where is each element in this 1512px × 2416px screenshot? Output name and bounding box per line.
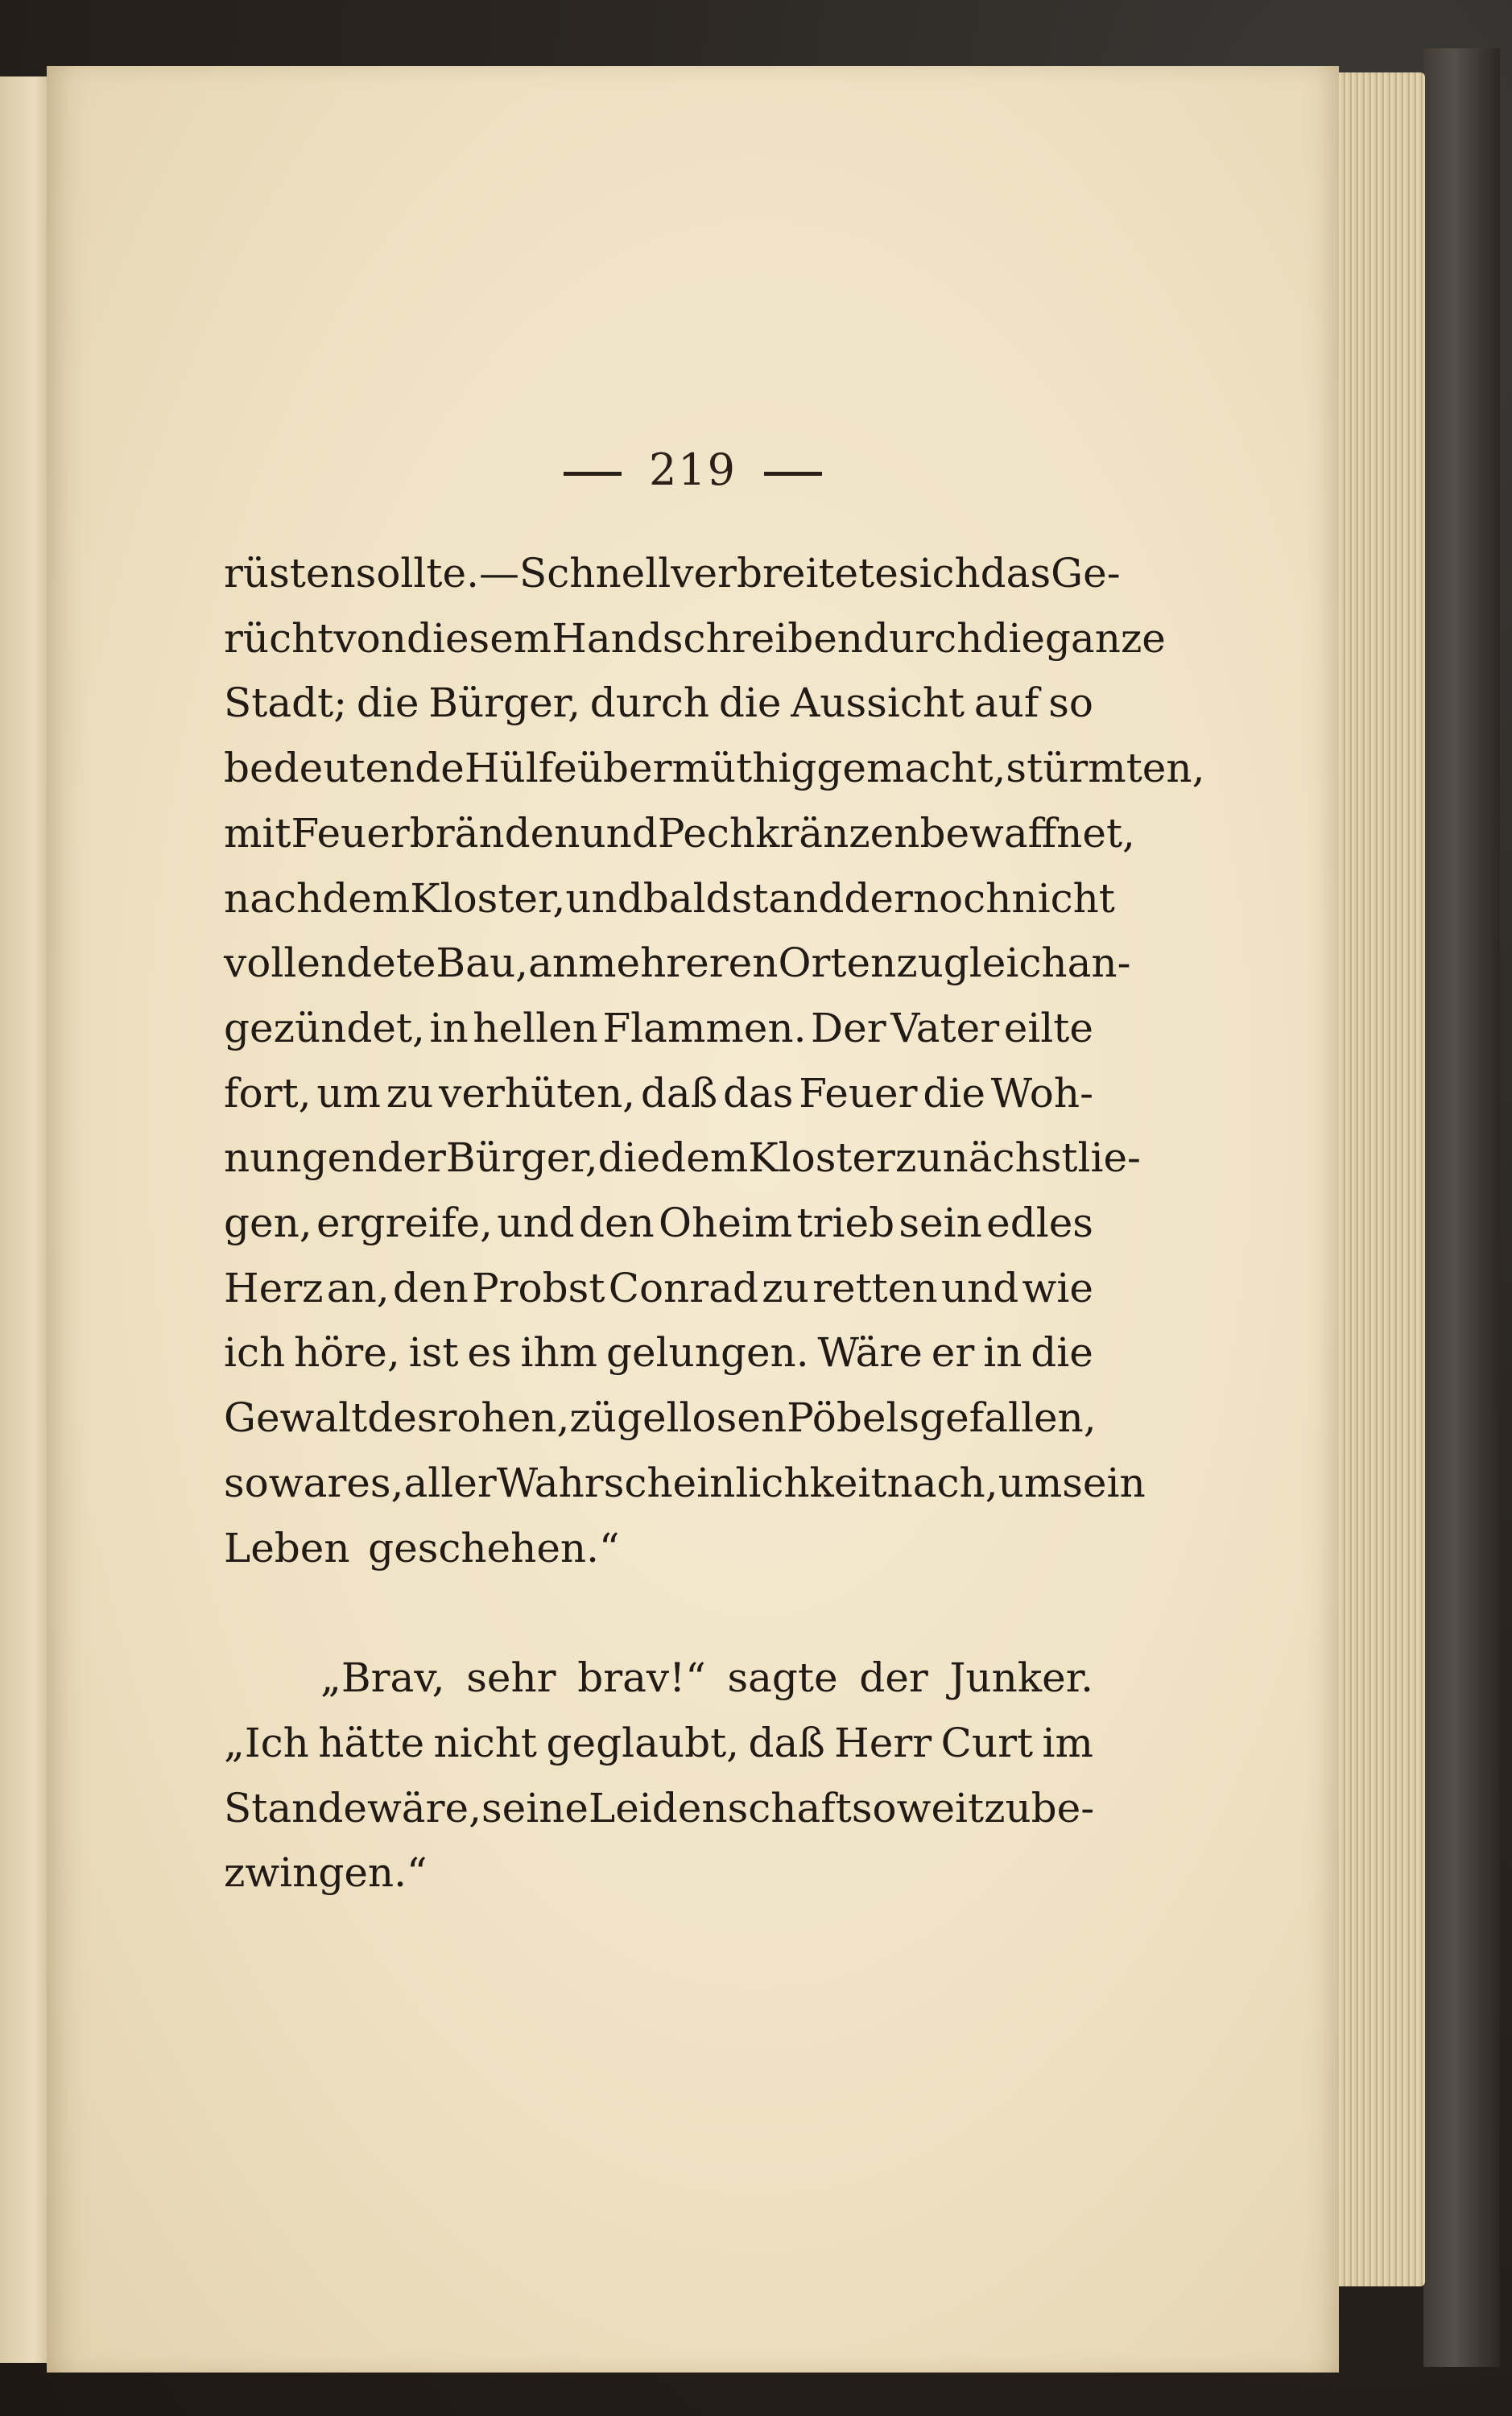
text-line [224, 606, 1166, 671]
word: so [851, 1784, 897, 1832]
word: der [844, 874, 913, 922]
word: nungen [224, 1134, 378, 1182]
word: hellen [473, 1004, 598, 1051]
word: verbreitete [671, 550, 899, 597]
word: die [718, 679, 782, 727]
word: „Brav, [320, 1654, 445, 1702]
text-line [224, 996, 1093, 1061]
text-line [224, 866, 1115, 931]
text-line [224, 1320, 1093, 1386]
text-line [224, 1840, 1093, 1906]
word: ergreife, [316, 1200, 493, 1247]
word: ganze [1044, 614, 1166, 662]
page-block-edges [1327, 72, 1425, 2286]
word: Herr [834, 1719, 932, 1766]
text-line [224, 671, 1093, 736]
word: Pechkränzen [657, 809, 920, 857]
word: geschehen.“ [368, 1524, 620, 1571]
word: „Ich [224, 1719, 309, 1766]
word: wie [1022, 1264, 1093, 1311]
word: Probst [472, 1264, 605, 1311]
word: durch [863, 614, 983, 662]
text-line [224, 1451, 1146, 1516]
word: und [497, 1200, 575, 1247]
word: die [597, 1134, 661, 1182]
word: daß [748, 1719, 825, 1766]
word: Hülfe [464, 745, 577, 792]
word: eilte [1003, 1004, 1093, 1051]
word: die [982, 614, 1045, 662]
word: in [429, 1004, 469, 1051]
word: noch [912, 874, 1012, 922]
page-number: 219 [648, 444, 737, 495]
word: Flammen. [602, 1004, 807, 1051]
word: geglaubt, [546, 1719, 740, 1766]
text-line [224, 1776, 1093, 1841]
word: Gewalt [224, 1394, 368, 1442]
word: er [931, 1329, 975, 1377]
word: des [367, 1394, 438, 1442]
word: Stande [224, 1784, 367, 1832]
word: rücht [224, 614, 334, 662]
word: Vater [890, 1004, 1000, 1051]
word: zügellosen [569, 1394, 787, 1442]
text-line [224, 931, 1131, 996]
word: weit [896, 1784, 985, 1832]
word: mit [224, 809, 291, 857]
word: bald [642, 874, 732, 922]
word: Kloster [748, 1134, 895, 1182]
word: Junker. [949, 1654, 1093, 1702]
word: nicht [433, 1719, 538, 1766]
word: und [565, 874, 643, 922]
word: dem [660, 1134, 749, 1182]
word: stürmten, [1006, 745, 1205, 792]
word: es [467, 1329, 512, 1377]
word: zugleich [896, 940, 1068, 987]
word: höre, [294, 1329, 400, 1377]
word: im [1042, 1719, 1093, 1766]
word: nach, [886, 1459, 998, 1506]
word: zwingen.“ [224, 1849, 428, 1897]
word: an- [1067, 940, 1131, 987]
word: die [1031, 1329, 1093, 1377]
word: sich [898, 550, 981, 597]
word: vollendete [224, 940, 436, 987]
word: so [1048, 679, 1093, 727]
word: zu [762, 1264, 809, 1311]
word: bewaffnet, [919, 809, 1135, 857]
book-cover-edge [1423, 48, 1500, 2367]
word: in [983, 1329, 1022, 1377]
word: zunächst [894, 1134, 1078, 1182]
word: ist [408, 1329, 459, 1377]
word: der [859, 1654, 928, 1702]
word: Oheim [659, 1200, 793, 1247]
word: rüsten [224, 550, 356, 597]
header-dash-right [764, 472, 822, 476]
word: war [268, 1459, 347, 1506]
header-dash-left [564, 472, 622, 476]
word: nach [224, 874, 323, 922]
paragraph-gap [224, 1580, 1093, 1646]
word: die [356, 679, 419, 727]
word: gefallen, [919, 1394, 1097, 1442]
word: lie- [1077, 1134, 1141, 1182]
text-line [224, 1516, 1093, 1581]
word: verhüten, [439, 1069, 636, 1117]
word: trieb [796, 1200, 895, 1247]
word: um [316, 1069, 381, 1117]
word: Bürger, [445, 1134, 598, 1182]
word: — [478, 550, 519, 597]
word: es, [346, 1459, 404, 1506]
text-line [224, 541, 1121, 606]
word: wäre, [366, 1784, 481, 1832]
word: diesem [406, 614, 552, 662]
word: mehreren [578, 940, 779, 987]
word: bedeutende [224, 745, 465, 792]
word: fort, [224, 1069, 312, 1117]
word: Der [811, 1004, 886, 1051]
word: sein [899, 1200, 982, 1247]
word: Woh- [990, 1069, 1093, 1117]
word: nicht [1011, 874, 1115, 922]
word: Leidenschaft [589, 1784, 852, 1832]
word: Herz [224, 1264, 324, 1311]
word: auf [973, 679, 1039, 727]
word: ihm [520, 1329, 598, 1377]
word: Bau, [436, 940, 529, 987]
word: gelungen. [605, 1329, 809, 1377]
text-line [224, 801, 1135, 866]
word: die [923, 1069, 985, 1117]
word: von [333, 614, 407, 662]
word: dem [322, 874, 411, 922]
word: gen, [224, 1200, 312, 1247]
word: an [528, 940, 579, 987]
word: retten [812, 1264, 938, 1311]
word: hätte [318, 1719, 425, 1766]
word: Feuer [799, 1069, 918, 1117]
word: be- [1031, 1784, 1095, 1832]
text-line [224, 736, 1205, 801]
word: an, [326, 1264, 390, 1311]
word: ich [224, 1329, 286, 1377]
word: Bürger, [428, 679, 580, 727]
word: daß [640, 1069, 718, 1117]
page-header [47, 444, 1339, 495]
book-page [47, 66, 1339, 2373]
text-line [224, 1386, 1097, 1451]
word: so [224, 1459, 269, 1506]
word: Feuerbränden [291, 809, 580, 857]
word: durch [589, 679, 710, 727]
word: aller [403, 1459, 497, 1506]
word: sollte. [355, 550, 479, 597]
word: Pöbels [787, 1394, 920, 1442]
text-line [224, 1256, 1093, 1321]
word: zu [984, 1784, 1031, 1832]
word: gezündet, [224, 1004, 425, 1051]
word: sagte [727, 1654, 838, 1702]
word: um [998, 1459, 1063, 1506]
word: übermüthig [576, 745, 817, 792]
word: den [392, 1264, 469, 1311]
word: zu [386, 1069, 434, 1117]
text-line [224, 1061, 1093, 1126]
word: Schnell [518, 550, 671, 597]
text-line [224, 1191, 1093, 1256]
word: brav!“ [577, 1654, 706, 1702]
word: edles [986, 1200, 1093, 1247]
word: Curt [940, 1719, 1034, 1766]
body-text [224, 541, 1205, 1906]
word: Wahrscheinlichkeit [496, 1459, 887, 1506]
word: Leben [224, 1524, 350, 1571]
word: das [722, 1069, 794, 1117]
word: den [578, 1200, 655, 1247]
word: Wäre [817, 1329, 923, 1377]
word: der [377, 1134, 446, 1182]
word: Handschreiben [552, 614, 863, 662]
word: und [940, 1264, 1019, 1311]
word: seine [481, 1784, 589, 1832]
word: Conrad [608, 1264, 758, 1311]
word: und [580, 809, 658, 857]
word: Aussicht [791, 679, 965, 727]
word: stand [731, 874, 845, 922]
text-line [224, 1125, 1141, 1191]
word: rohen, [437, 1394, 570, 1442]
text-line [224, 1646, 1093, 1711]
word: gemacht, [816, 745, 1006, 792]
word: Kloster, [410, 874, 566, 922]
text-line [224, 1711, 1093, 1776]
word: sehr [466, 1654, 556, 1702]
word: Orten [778, 940, 897, 987]
word: Ge- [1051, 550, 1121, 597]
word: sein [1062, 1459, 1146, 1506]
word: das [980, 550, 1051, 597]
word: Stadt; [224, 679, 348, 727]
